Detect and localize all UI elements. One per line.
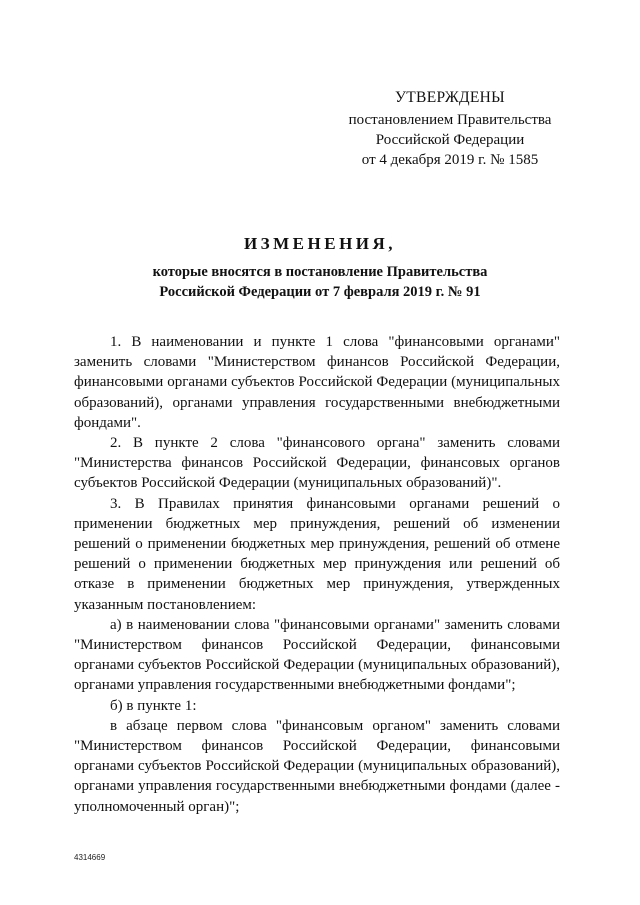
document-subtitle: [0, 262, 640, 302]
document-code: 4314669: [74, 853, 106, 862]
paragraph-3b-1: в абзаце первом слова "финансовым органом" заменить словами "Министерством финансов Российской Федерации, финансовыми органами субъектов Российской Федерации (муниципальных образований), органами управления государственными внебюджетными фондами (далее - уполномоченный орган)";: [74, 717, 560, 815]
approval-line-3: от 4 декабря 2019 г. № 1585: [361, 152, 539, 168]
document-subtitle-line-2: Российской Федерации от 7 февраля 2019 г. № 91: [159, 284, 481, 300]
paragraph-3a: а) в наименовании слова "финансовыми органами" заменить словами "Министерством финансов Российской Федерации, финансовыми органами субъектов Российской Федерации (муниципальных образований), органами управления государственными внебюджетными фондами";: [74, 616, 560, 694]
approval-line-1: постановлением Правительства: [348, 112, 552, 128]
approval-block: [330, 88, 570, 170]
approval-title: УТВЕРЖДЕНЫ: [395, 89, 505, 106]
paragraph-3b: б) в пункте 1:: [110, 697, 197, 714]
document-title: ИЗМЕНЕНИЯ,: [243, 234, 397, 253]
paragraph-1: 1. В наименовании и пункте 1 слова "финансовыми органами" заменить словами "Министерством финансов Российской Федерации, финансовыми органами субъектов Российской Федерации (муниципальных образований), органами управления государственными внебюджетными фондами".: [74, 334, 560, 431]
paragraph-2: 2. В пункте 2 слова "финансового органа" заменить словами "Министерства финансов Российской Федерации, финансовых органов субъектов Российской Федерации (муниципальных образований)".: [74, 435, 560, 492]
document-body: [74, 332, 560, 817]
approval-line-2: Российской Федерации: [375, 132, 525, 148]
document-subtitle-line-1: которые вносятся в постановление Правительства: [152, 264, 488, 280]
paragraph-3: 3. В Правилах принятия финансовыми органами решений о применении бюджетных мер принуждения, решений об изменении решений о применении бюджетных мер принуждения, решений об отмене решений о применении бюджетных мер принуждения или решений об отказе в применении бюджетных мер принуждения, утвержденных указанным постановлением:: [74, 495, 560, 613]
